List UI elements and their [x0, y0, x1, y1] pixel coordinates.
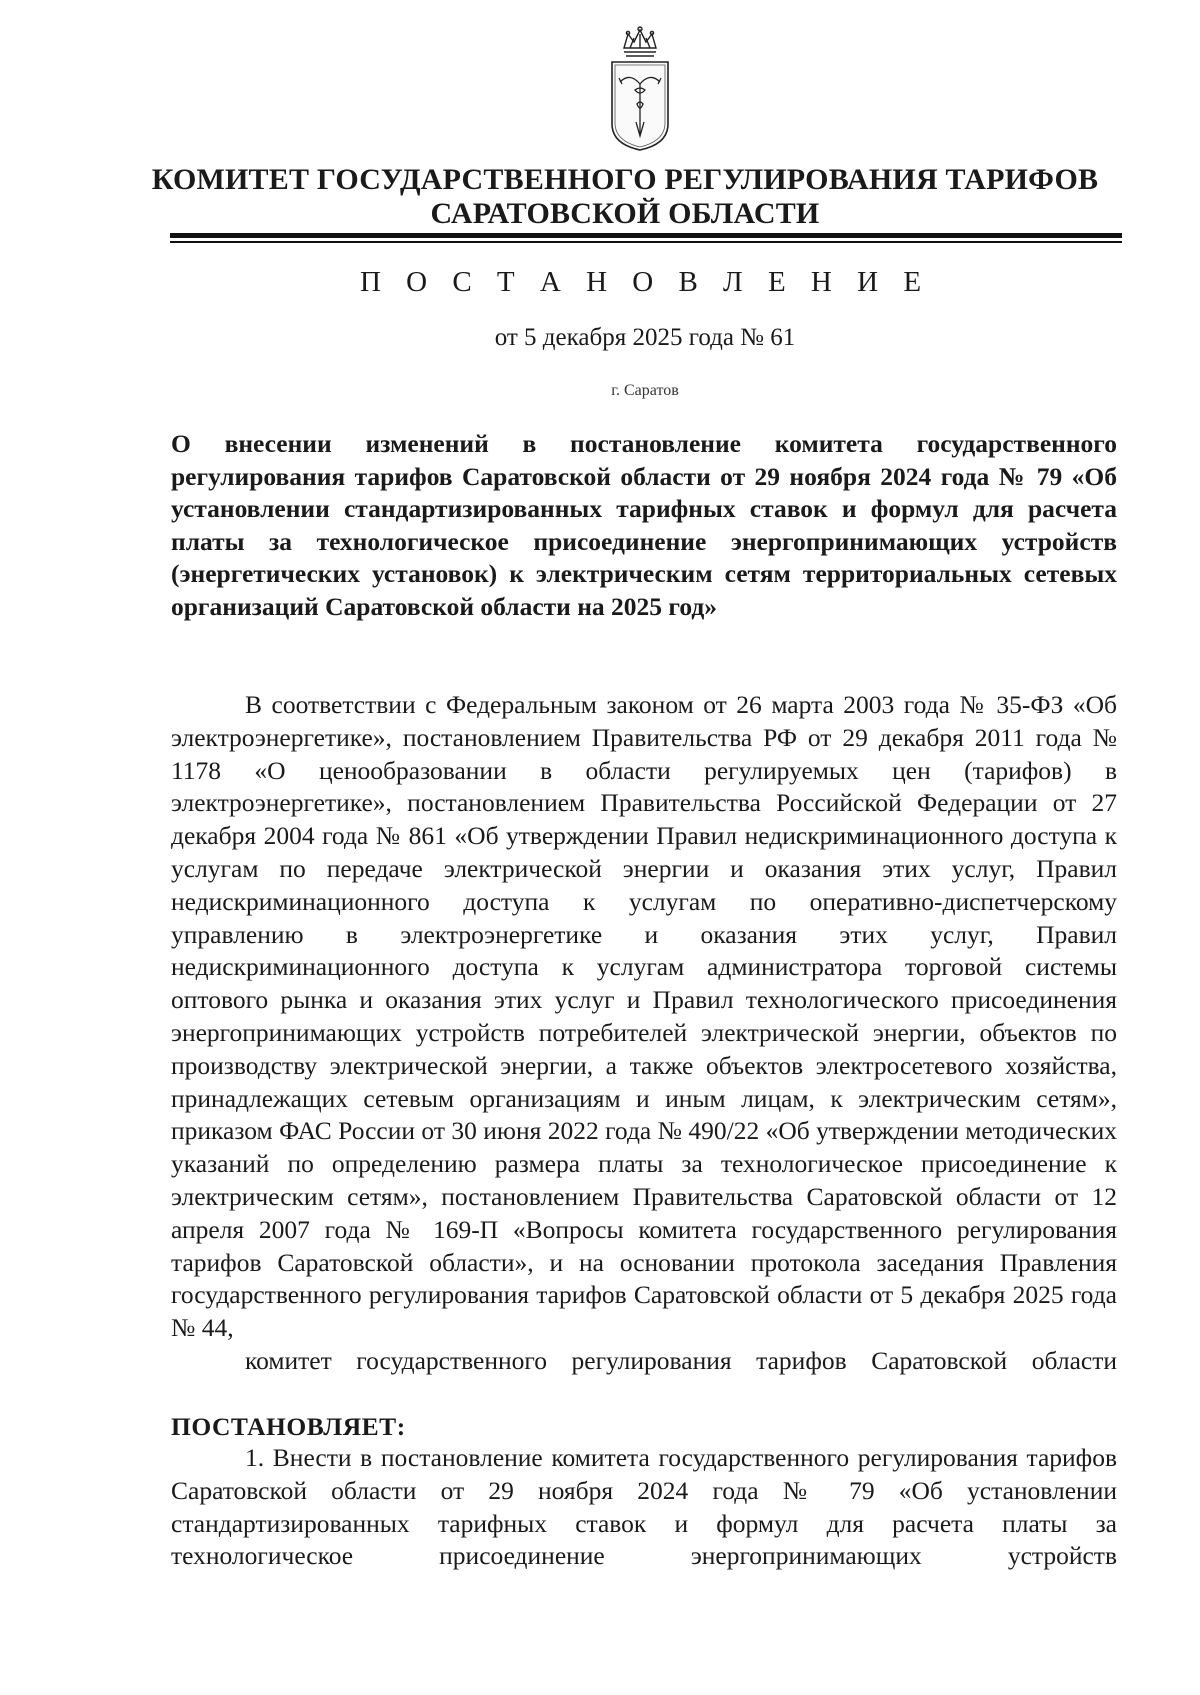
document-subject: О внесении изменений в постановление комитета государственного регулирования тарифов Саратовской области от 29 ноября 2024 года № 79 «Об установлении стандартизированных тарифных ставок и формул для расчета платы за технологическое присоединение энергопринимающих устройств (энергетических установок) к электрическим сетям территориальных сетевых организаций Саратовской области на 2025 год» — [171, 429, 1117, 621]
document-type-title: П О С Т А Н О В Л Е Н И Е — [359, 266, 931, 298]
committee-name-line1: КОМИТЕТ ГОСУДАРСТВЕННОГО РЕГУЛИРОВАНИЯ ТАРИФОВ — [151, 163, 1099, 196]
preamble-text: В соответствии с Федеральным законом от 26 марта 2003 года № 35-ФЗ «Об электроэнергетике», постановлением Правительства РФ от 29 декабря 2011 года № 1178 «О ценообразовании в области регулируемых цен (тарифов) в электроэнергетике», постановлением Правительства Российской Федерации от 27 декабря 2004 года № 861 «Об утверждении Правил недискриминационного доступа к услугам по передаче электрической энергии и оказания этих услуг, Правил недискриминационного доступа к услугам по оперативно-диспетчерскому управлению в электроэнергетике и оказания этих услуг, Правил недискриминационного доступа к услугам администратора торговой системы оптового рынка и оказания этих услуг и Правил технологического присоединения энергопринимающих устройств потребителей электрической энергии, объектов по производству электрической энергии, а также объектов электросетевого хозяйства, принадлежащих сетевым организациям и иным лицам, к электрическим сетям», приказом ФАС России от 30 июня 2022 года № 490/22 «Об утверждении методических указаний по определению размера платы за технологическое присоединение к электрическим сетям», постановлением Правительства Саратовской области от 12 апреля 2007 года № 169-П «Вопросы комитета государственного регулирования тарифов Саратовской области», и на основании протокола заседания Правления государственного регулирования тарифов Саратовской области от 5 декабря 2025 года № 44, — [171, 690, 1117, 1343]
item-1-paragraph: 1. Внести в постановление комитета государственного регулирования тарифов Саратовской области от 29 ноября 2024 года № 79 «Об установлении стандартизированных тарифных ставок и формул для расчета платы за технологическое присоединение энергопринимающих устройств — [171, 1443, 1117, 1571]
document-date-number: от 5 декабря 2025 года № 61 — [494, 324, 796, 351]
committee-name-line2: САРАТОВСКОЙ ОБЛАСТИ — [430, 197, 820, 230]
header-divider-thick — [170, 233, 1122, 238]
decree-word: ПОСТАНОВЛЯЕТ: — [171, 1412, 406, 1441]
preamble-end-text: комитет государственного регулирования тарифов Саратовской области — [245, 1345, 1117, 1375]
preamble-paragraph — [171, 689, 1117, 1378]
coat-of-arms-icon — [604, 26, 676, 154]
header-divider-thin — [170, 241, 1122, 243]
document-place: г. Саратов — [611, 382, 679, 399]
